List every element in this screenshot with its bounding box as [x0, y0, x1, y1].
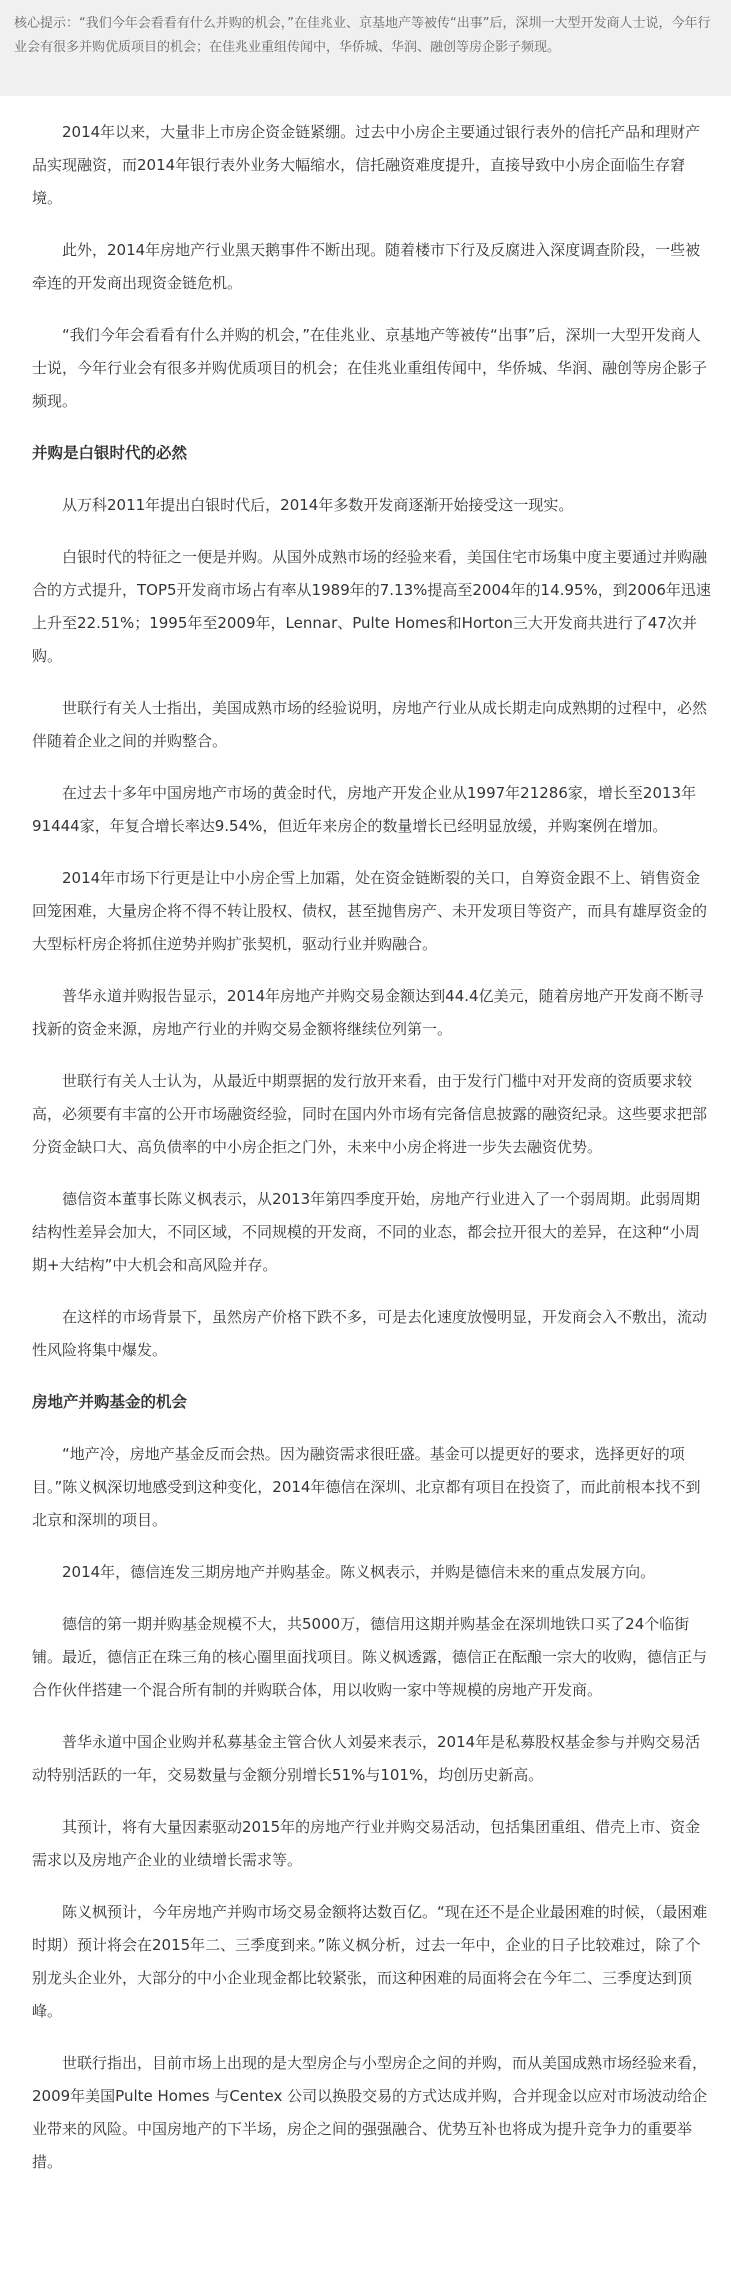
paragraph-18: 陈义枫预计，今年房地产并购市场交易金额将达数百亿。“现在还不是企业最困难的时候，（最困难时期）预计将会在2015年二、三季度到来。”陈义枫分析，过去一年中，企业的日子比较难过，除了个别龙头企业外，大部分的中小企业现金都比较紧张，而这种困难的局面将会在今年二、三季度达到顶峰。: [32, 1903, 708, 2020]
paragraph-13: “地产冷，房地产基金反而会热。因为融资需求很旺盛。基金可以提更好的要求，选择更好的项目。”陈义枫深切地感受到这种变化，2014年德信在深圳、北京都有项目在投资了，而此前根本找不到北京和深圳的项目。: [32, 1445, 701, 1529]
paragraph-14: 2014年，德信连发三期房地产并购基金。陈义枫表示，并购是德信未来的重点发展方向。: [62, 1563, 656, 1581]
summary-box: [0, 0, 731, 96]
summary-label: 核心提示：: [14, 16, 80, 31]
paragraph-3: “我们今年会看看有什么并购的机会，”在佳兆业、京基地产等被传“出事”后，深圳一大型开发商人士说，今年行业会有很多并购优质项目的机会；在佳兆业重组传闻中，华侨城、华润、融创等房企影子频现。: [32, 326, 708, 410]
paragraph-5: 白银时代的特征之一便是并购。从国外成熟市场的经验来看，美国住宅市场集中度主要通过并购融合的方式提升，TOP5开发商市场占有率从1989年的7.13%提高至2004年的14.95%，到2006年迅速上升至22.51%；1995年至2009年，Lennar、Pulte Homes和Horton三大开发商共进行了47次并购。: [32, 548, 711, 665]
paragraph-11: 德信资本董事长陈义枫表示，从2013年第四季度开始，房地产行业进入了一个弱周期。此弱周期结构性差异会加大，不同区域，不同规模的开发商，不同的业态，都会拉开很大的差异，在这种“小周期+大结构”中大机会和高风险并存。: [32, 1190, 701, 1274]
paragraph-4: 从万科2011年提出白银时代后，2014年多数开发商逐渐开始接受这一现实。: [62, 496, 574, 514]
section-heading-2: 房地产并购基金的机会: [32, 1393, 188, 1411]
paragraph-8: 2014年市场下行更是让中小房企雪上加霜，处在资金链断裂的关口，自筹资金跟不上、销售资金回笼困难，大量房企将不得不转让股权、债权，甚至抛售房产、未开发项目等资产，而具有雄厚资金的大型标杆房企将抓住逆势并购扩张契机，驱动行业并购融合。: [32, 869, 708, 953]
paragraph-1: 2014年以来，大量非上市房企资金链紧绷。过去中小房企主要通过银行表外的信托产品和理财产品实现融资，而2014年银行表外业务大幅缩水，信托融资难度提升，直接导致中小房企面临生存窘境。: [32, 123, 701, 207]
paragraph-12: 在这样的市场背景下，虽然房产价格下跌不多，可是去化速度放慢明显，开发商会入不敷出，流动性风险将集中爆发。: [32, 1308, 708, 1359]
paragraph-2: 此外，2014年房地产行业黑天鹅事件不断出现。随着楼市下行及反腐进入深度调查阶段，一些被牵连的开发商出现资金链危机。: [32, 241, 701, 292]
summary-text: “我们今年会看看有什么并购的机会，”在佳兆业、京基地产等被传“出事”后，深圳一大型开发商人士说，今年行业会有很多并购优质项目的机会；在佳兆业重组传闻中，华侨城、华润、融创等房企影子频现。: [14, 16, 711, 55]
paragraph-9: 普华永道并购报告显示，2014年房地产并购交易金额达到44.4亿美元，随着房地产开发商不断寻找新的资金来源，房地产行业的并购交易金额将继续位列第一。: [32, 987, 704, 1038]
paragraph-16: 普华永道中国企业购并私募基金主管合伙人刘晏来表示，2014年是私募股权基金参与并购交易活动特别活跃的一年，交易数量与金额分别增长51%与101%，均创历史新高。: [32, 1733, 701, 1784]
section-heading-1: 并购是白银时代的必然: [32, 444, 188, 462]
article-body: [32, 116, 712, 2198]
paragraph-17: 其预计，将有大量因素驱动2015年的房地产行业并购交易活动，包括集团重组、借壳上市、资金需求以及房地产企业的业绩增长需求等。: [32, 1818, 701, 1869]
paragraph-6: 世联行有关人士指出，美国成熟市场的经验说明，房地产行业从成长期走向成熟期的过程中，必然伴随着企业之间的并购整合。: [32, 699, 708, 750]
paragraph-15: 德信的第一期并购基金规模不大，共5000万，德信用这期并购基金在深圳地铁口买了24个临街铺。最近，德信正在珠三角的核心圈里面找项目。陈义枫透露，德信正在酝酿一宗大的收购，德信正与合作伙伴搭建一个混合所有制的并购联合体，用以收购一家中等规模的房地产开发商。: [32, 1615, 708, 1699]
paragraph-7: 在过去十多年中国房地产市场的黄金时代，房地产开发企业从1997年21286家，增长至2013年91444家，年复合增长率达9.54%，但近年来房企的数量增长已经明显放缓，并购案例在增加。: [32, 784, 697, 835]
paragraph-10: 世联行有关人士认为，从最近中期票据的发行放开来看，由于发行门槛中对开发商的资质要求较高，必须要有丰富的公开市场融资经验，同时在国内外市场有完备信息披露的融资纪录。这些要求把部分资金缺口大、高负债率的中小房企拒之门外，未来中小房企将进一步失去融资优势。: [32, 1072, 708, 1156]
paragraph-19: 世联行指出，目前市场上出现的是大型房企与小型房企之间的并购，而从美国成熟市场经验来看，2009年美国Pulte Homes 与Centex 公司以换股交易的方式达成并购，合并现金以应对市场波动给企业带来的风险。中国房地产的下半场，房企之间的强强融合、优势互补也将成为提升竞争力的重要举措。: [32, 2054, 708, 2171]
